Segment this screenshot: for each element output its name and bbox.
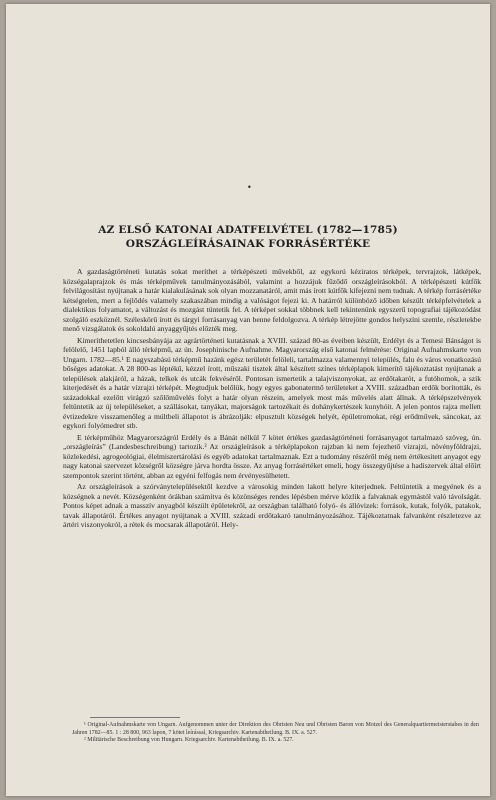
title-line-1: AZ ELSŐ KATONAI ADATFELVÉTEL (1782—1785) <box>98 224 398 236</box>
footnote-divider <box>90 717 180 718</box>
top-dot-mark: • <box>247 183 252 192</box>
footnote: ² Militärische Beschreibung von Hungarn. Kriegsarchiv. Kartenabtheilung. B. IX. a. 527. <box>84 737 294 744</box>
article-title <box>36 223 460 251</box>
body-paragraph: Kimeríthetetlen kincsesbányája az agrártörténeti kutatásnak a XVIII. század 80-as éveiben készült, Erdélyt és a Temesi Bánságot is felölelő, 1451 lapból álló térképmű, az ún. Josephinische Aufnahme. Magyarország első katonai felmérése: Original Aufnahmskarte von Ungarn. 1782—85.¹ E nagyszabású térképmű hazánk egész területét felöleli, tartalmazza valamennyi település, falu és város vonatkozású bőséges adatokat. A 28 800-as léptékű, kézzel írott, műszaki tisztek által készített színes térképlapok kimerítő tájékoztatást nyújtanak a települések alakjáról, a házak, telkek és utcák fekvéséről. Pontosan ismertetik a talajviszonyokat, az erdőtakarót, a futóhomok, a szik kiterjedését és a határ vízrajzi térképét. Megtudjuk belőlük, hogy egyes gabonatermő területeket a XVIII. században erdők borították, és századokkal ezelőtt virágzó szőlőművelés folyt a határ olyan részein, amelyek most más művelés alatt állnak. A térképszelvények feltüntetik az új településeket, a szállásokat, tanyákat, majorságok tartozékait és dohánykertészek kunyhóit. A jelen pontos rajza mellett évtizedekre visszamenőleg a múltbeli állapotot is ábrázolják: elpusztult községek helyét, épületromokat, régi erődművek, sáncokat, az egykori folyómedret stb. <box>63 335 481 430</box>
footnote: ¹ Original-Aufnahmskarte von Ungarn. Aufgenommen unter der Direktion des Obristen Neu und Obristen Baron von Motzel des Generalquartiermeisterstabes in den Jahren 1782—85. 1 : 28 800, 963 lapon, 7 kötet leírással, Kriegsarchiv. Kartenabtheilung. B. IX. a. 527. <box>72 722 479 736</box>
title-line-2: ORSZÁGLEÍRÁSAINAK FORRÁSÉRTÉKE <box>125 238 371 250</box>
article-body <box>63 267 481 532</box>
body-paragraph: E térképműhöz Magyarországról Erdély és a Bánát nélkül 7 kötet értékes gazdaságtörténeti forrásanyagot tartalmazó szöveg, ún. „országleírás” (Landesbeschreibung) tartozik.² Az országleírások a térképlapokon rajzban ki nem fejezhető vízrajzi, növényföldrajzi, közlekedési, agrogeológiai, élelmiszertárolási és egyéb adatokat tartalmaznak. Ezt a tudomány részéről még nem értékesített anyagot egy nagy katonai szervezet községről községre járva hordta össze. Az anyag forrásértéket emeli, hogy összegyűjtése a hadiszervek által előírt szempontok szerint történt, abban az egyéni felfogás nem érvényesülhetett. <box>63 432 481 480</box>
document-page <box>6 4 490 796</box>
body-paragraph: Az országleírások a szórványtelepülésektől kezdve a városokig minden lakott helyre kiterjednek. Feltüntetik a megyének és a községnek a nevét. Községenként órákban számítva és közönséges rendes lépésben mérve közlik a falvaknak egymástól való távolságát. Pontos képet adnak a masszív anyagból készült épületekről, az országban található folyó- és állóvizek: források, kutak, folyók, patakok, tavak állapotáról. Értékes anyagot nyújtanak a XVIII. századi erdőtakaró tanulmányozásához. Tájékoztatnak falvankènt részletezve az ártéri viszonyokról, a rétek és mocsarak állapotáról. Hely- <box>63 482 481 529</box>
body-paragraph: A gazdaságtörténeti kutatás sokat meríthet a térképészeti művekből, az egykorú kéziratos térképek, tervrajzok, látképek, községalaprajzok és más térképművek tanulmányozásából, valamint a hozzájuk fűződő országleírásokból. A térképészeti kútfők felvilágosítást nyújtanak a határ kialakulásának sok olyan mozzanatáról, amit más írott kútfők kifejezni nem tudnak. A térkép forrásértéke kétségtelen, mert a fejlődés valamely szakaszában mindig a valóságot fejezi ki. A határról különböző időben készült térképfelvételek a dialektikus folyamatot, a változást és mozgást tüntetik fel. A térképet sokkal többnek kell tekintenünk egyszerű topografiai tájékozódást szolgáló eszköznél. Széleskörű írott és tárgyi forrásanyag van benne feldolgozva. A térkép létrejötte gondos helyszíni szemle, részletekbe menő vizsgálatok és sokoldalú anyaggyűjtés előzték meg. <box>63 267 481 333</box>
footnotes <box>72 722 479 745</box>
